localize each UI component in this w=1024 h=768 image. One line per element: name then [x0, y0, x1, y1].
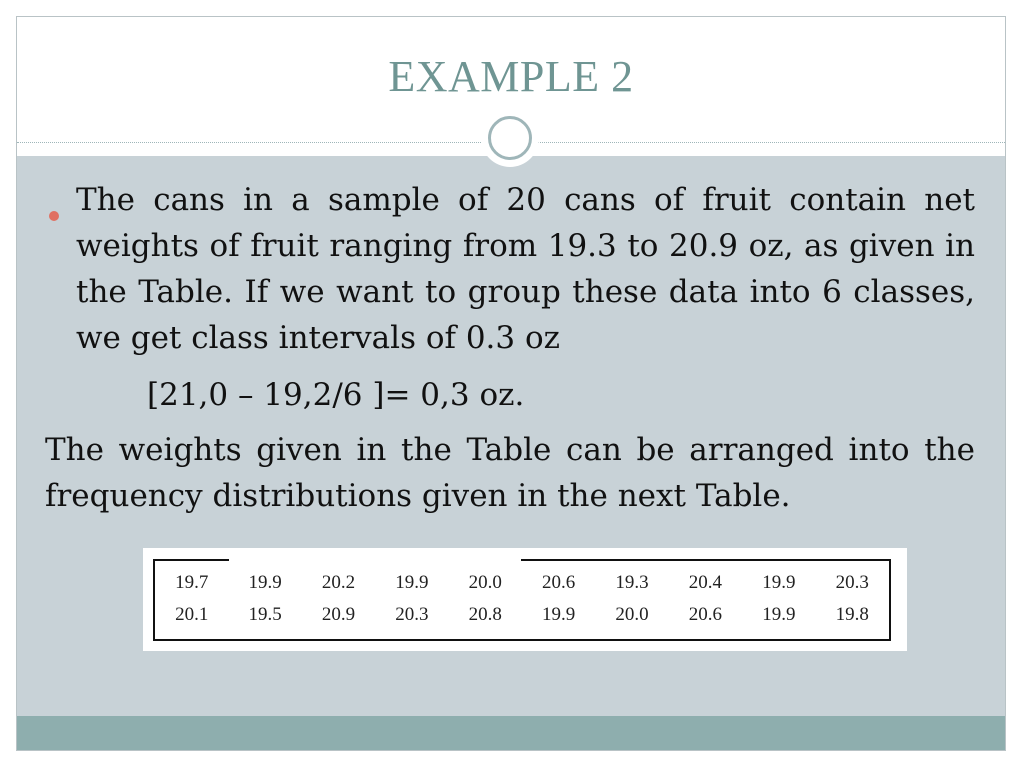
table-row — [155, 599, 889, 631]
bullet-paragraph: The cans in a sample of 20 cans of fruit contain net weights of fruit ranging from 19.3 to 20.9 oz, as given in the Table. If we want to group these data into 6 classes, we get class intervals of 0.3 oz — [76, 182, 975, 356]
table-cell: 19.9 — [542, 604, 576, 625]
ornament-ring — [488, 116, 532, 160]
slide — [16, 16, 1006, 751]
table-cell: 20.0 — [615, 604, 649, 625]
table-cell: 20.2 — [321, 572, 356, 593]
table-cell: 19.5 — [248, 604, 282, 625]
circle-ornament-icon — [481, 109, 539, 167]
body-paragraph: The weights given in the Table can be arranged into the frequency distributions given in the next Table. — [45, 432, 975, 514]
table-top-rule-right — [521, 559, 891, 561]
table-cell: 19.7 — [175, 572, 209, 593]
table-cell: 20.0 — [468, 572, 502, 593]
table-cell: 19.9 — [248, 572, 282, 593]
table-cell: 20.8 — [468, 604, 502, 625]
table-cell: 19.3 — [615, 572, 649, 593]
table-cell: 20.6 — [688, 604, 723, 625]
table-cell: 20.6 — [542, 572, 576, 593]
table-cell: 20.1 — [175, 604, 209, 625]
footer-band — [17, 716, 1005, 751]
table-cell: 20.4 — [688, 572, 723, 593]
table-cell: 19.9 — [395, 572, 429, 593]
table-cell: 19.8 — [835, 604, 869, 625]
weights-table-image — [143, 548, 907, 651]
table-row — [155, 567, 889, 599]
table-cell: 20.3 — [395, 604, 429, 625]
table-cell: 20.9 — [321, 604, 356, 625]
table-cell: 20.3 — [835, 572, 869, 593]
weights-table — [155, 567, 889, 631]
bullet-icon — [49, 211, 59, 221]
formula-line: [21,0 – 19,2/6 ]= 0,3 oz. — [147, 377, 525, 413]
table-cell: 19.9 — [762, 572, 796, 593]
table-cell: 19.9 — [762, 604, 796, 625]
table-top-rule-left — [153, 559, 229, 561]
slide-title: EXAMPLE 2 — [388, 52, 634, 101]
